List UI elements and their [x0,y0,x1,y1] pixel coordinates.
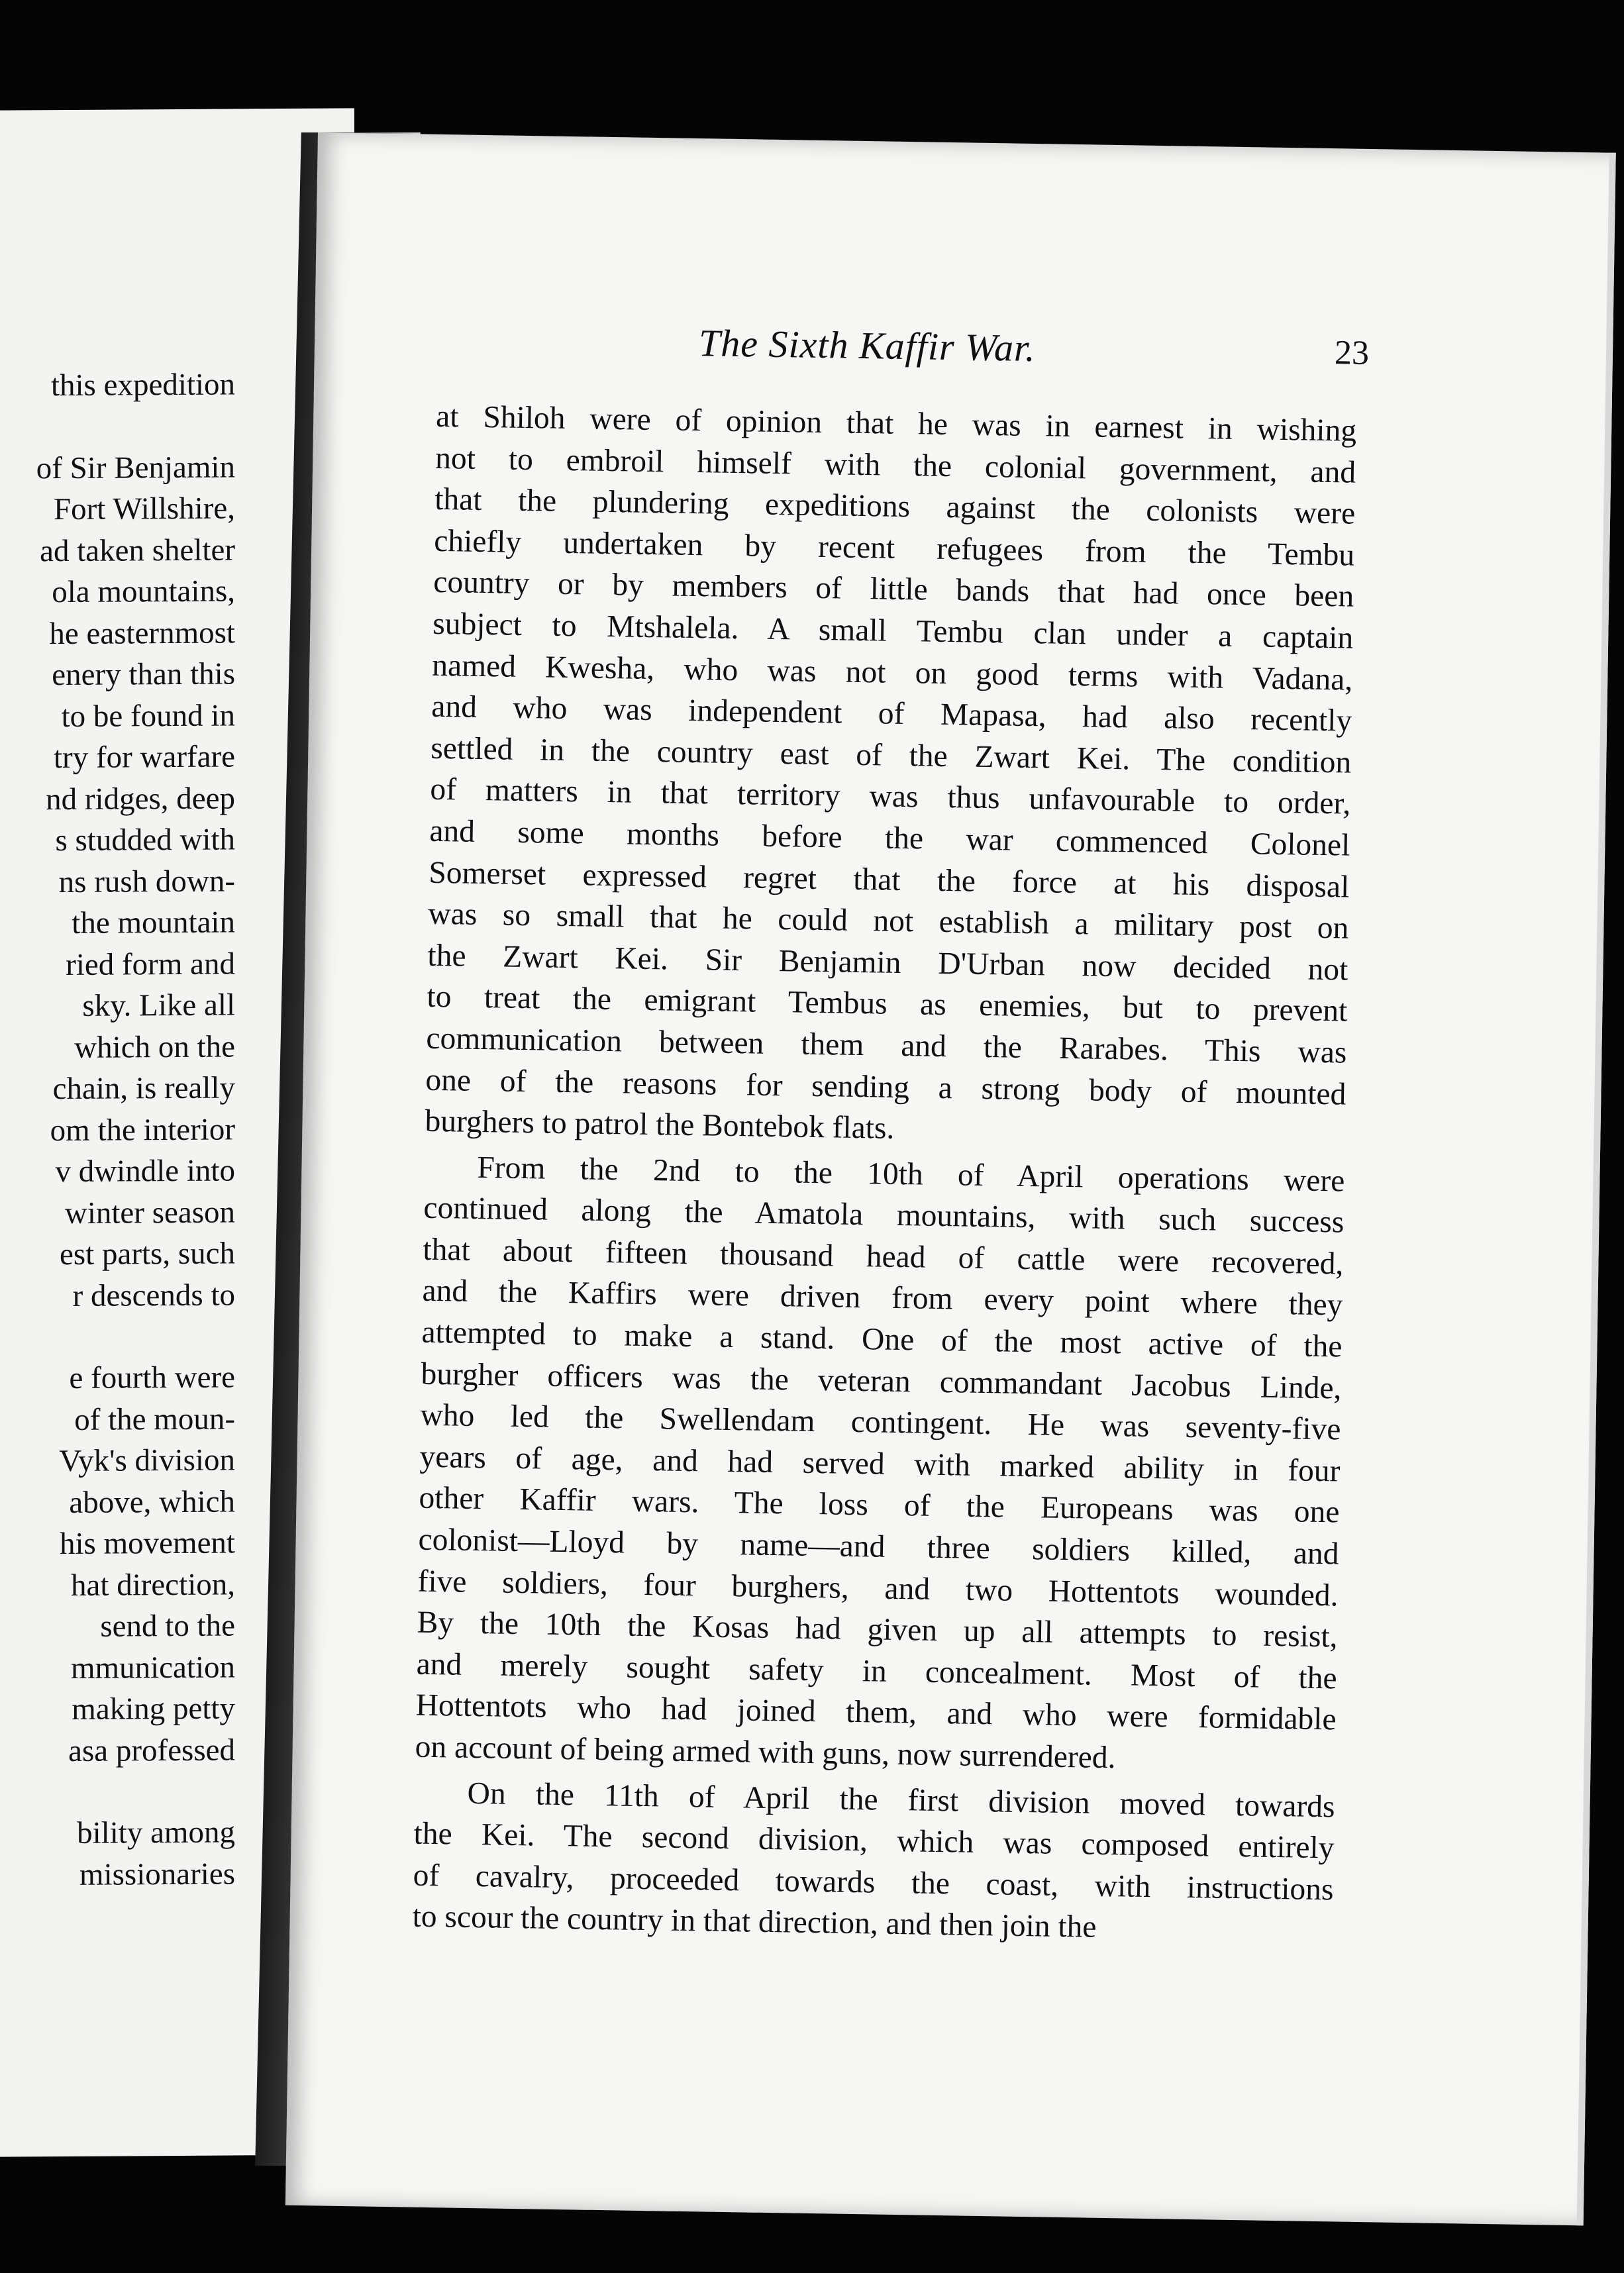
left-page-line: mmunication [70,1649,235,1686]
left-page-gap [0,1315,235,1359]
text-line: that about fifteen thousand head of cattle were recovered, [423,1232,1344,1282]
left-page-line: of Sir Benjamin [36,449,235,485]
left-page-line: ns rush down- [58,863,235,899]
text-line: that the plundering expeditions against the colonists were [434,482,1356,531]
text-line: the Zwart Kei. Sir Benjamin D'Urban now decided not [427,938,1348,987]
text-line: Hottentots who had joined them, and who were formidable [415,1688,1337,1737]
text-line: attempted to make a stand. One of the most active of the [421,1315,1343,1364]
text-line: burgher officers was the veteran commandant Jacobus Linde, [421,1356,1342,1406]
text-line: subject to Mtshalela. A small Tembu clan under a captain [432,606,1354,656]
text-line: on account of being armed with guns, now surrendered. [415,1729,1116,1776]
left-page-line: nd ridges, deep [46,780,235,817]
running-head-title: The Sixth Kaffir War. [698,321,1037,370]
running-header [314,315,1374,384]
text-line: colonist—Lloyd by name—and three soldiers killed, and [418,1522,1339,1572]
left-page-line: above, which [69,1484,235,1520]
left-page-line: which on the [74,1029,235,1065]
text-line: of matters in that territory was thus unfavourable to order, [430,772,1351,821]
text-line: was so small that he could not establish a military post on [428,896,1349,946]
text-line: of cavalry, proceeded towards the coast, with instructions [413,1858,1334,1907]
left-page-line: e fourth were [69,1360,235,1395]
text-line: and merely sought safety in concealment. Most of the [416,1646,1337,1696]
left-page-line: he easternmost [49,615,235,651]
text-line: communication between them and the Rarabes. This was [426,1021,1347,1070]
text-line: settled in the country east of the Zwart Kei. The condition [431,731,1352,780]
text-line: and the Kaffirs were driven from every point where they [422,1274,1343,1323]
left-page-line: bility among [77,1815,235,1850]
text-line: not to embroil himself with the colonial government, and [434,440,1356,490]
text-line: and some months before the war commenced Colonel [429,813,1350,863]
text-line: By the 10th the Kosas had given up all attempts to resist, [417,1605,1338,1654]
left-page-line: ola mountains, [52,574,235,610]
text-line: On the 11th of April the first division moved towards [467,1776,1335,1825]
text-line: From the 2nd to the 10th of April operations were [477,1150,1345,1199]
page-edge [1577,153,1616,2226]
left-page-line: to be found in [61,697,235,734]
left-page-line: asa professed [68,1732,235,1768]
left-page-line: his movement [60,1525,235,1562]
text-line: country or by members of little bands that had once been [432,565,1354,615]
text-line: at Shiloh were of opinion that he was in earnest in wishing [435,399,1357,448]
left-page-line: r descends to [72,1277,235,1313]
left-page-line: missionaries [79,1856,235,1892]
text-line: burghers to patrol the Bontebok flats. [425,1103,895,1146]
left-page-line: send to the [100,1608,235,1644]
text-line: who led the Swellendam contingent. He was seventy-five [420,1397,1341,1447]
left-page-line: est parts, such [60,1236,235,1272]
left-page-line: enery than this [52,656,235,693]
text-line: other Kaffir wars. The loss of the Europeans was one [419,1481,1340,1530]
left-page-gap [0,405,235,449]
text-line: to treat the emigrant Tembus as enemies, but to prevent [427,980,1348,1029]
left-page-line: ried form and [66,946,235,982]
left-page-line: the mountain [72,905,235,940]
left-page-line: Vyk's division [59,1442,235,1479]
page-number: 23 [1334,334,1370,372]
text-line: Somerset expressed regret that the force at his disposal [429,855,1350,905]
left-page-text [0,364,235,1897]
text-line: continued along the Amatola mountains, with such success [423,1190,1345,1240]
left-page-line: s studded with [55,822,235,858]
text-line: five soldiers, four burghers, and two Hottentots wounded. [417,1564,1339,1613]
text-line: one of the reasons for sending a strong body of mounted [425,1062,1346,1112]
left-page-line: of the moun- [74,1401,235,1437]
left-page-line: sky. Like all [82,987,235,1023]
text-line: years of age, and had served with marked ability in four [419,1439,1341,1489]
left-page-line: v dwindle into [55,1153,235,1189]
text-line: chiefly undertaken by recent refugees from the Tembu [433,523,1355,573]
text-line: named Kwesha, who was not on good terms with Vadana, [431,648,1353,697]
paragraph [425,396,1357,1156]
left-page-line: making petty [72,1691,235,1727]
left-page-line: chain, is really [52,1070,235,1107]
text-line: the Kei. The second division, which was composed entirely [413,1816,1335,1866]
body-text [412,396,1356,1952]
text-line: to scour the country in that direction, and then join the [412,1899,1097,1945]
paragraph [412,1772,1335,1952]
left-page-line: om the interior [50,1111,235,1148]
left-page-line: try for warfare [54,739,235,776]
right-page [285,132,1616,2225]
left-page-line: Fort Willshire, [53,491,235,527]
left-page-gap [0,1770,235,1814]
paragraph [415,1146,1345,1782]
left-page-line: this expedition [50,367,235,403]
left-page-line: winter season [64,1194,235,1231]
left-page-line: hat direction, [71,1566,235,1603]
left-page-line: ad taken shelter [40,532,235,568]
text-line: and who was independent of Mapasa, had also recently [431,689,1352,738]
